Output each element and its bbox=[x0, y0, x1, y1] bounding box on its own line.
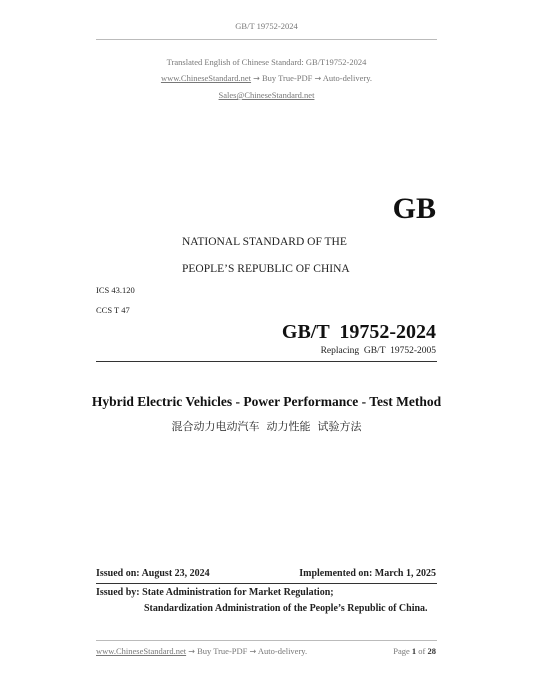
issued-on: Issued on: August 23, 2024 bbox=[96, 568, 210, 579]
footer-rule bbox=[96, 640, 437, 641]
translation-note: Translated English of Chinese Standard: GB/T19752-2024 bbox=[166, 57, 367, 67]
delivery-text: Auto-delivery. bbox=[322, 73, 373, 83]
title-rule bbox=[96, 361, 437, 362]
page-label: Page bbox=[393, 646, 410, 656]
arrow-right-icon: → bbox=[314, 74, 322, 83]
issued-by-2: Standardization Administration of the People’s Republic of China. bbox=[144, 603, 428, 614]
page-number: 1 bbox=[411, 646, 417, 656]
of-label: of bbox=[418, 646, 426, 656]
header-rule bbox=[96, 39, 437, 40]
site-link[interactable]: www.ChineseStandard.net bbox=[160, 73, 252, 83]
implemented-on: Implemented on: March 1, 2025 bbox=[299, 568, 436, 579]
buy-pdf-link[interactable]: Buy True-PDF bbox=[262, 73, 313, 83]
ccs-code: CCS T 47 bbox=[96, 305, 130, 315]
footer-purchase-line bbox=[96, 646, 307, 656]
email-link[interactable]: Sales@ChineseStandard.net bbox=[218, 90, 315, 100]
email-line bbox=[0, 90, 533, 100]
gb-logo: GB bbox=[392, 192, 436, 225]
title-chinese: 混合动力电动汽车 动力性能 试验方法 bbox=[171, 420, 362, 433]
arrow-right-icon: → bbox=[249, 647, 257, 656]
national-line-1: NATIONAL STANDARD OF THE bbox=[182, 236, 347, 248]
issue-rule bbox=[96, 583, 437, 584]
purchase-line bbox=[0, 73, 533, 83]
arrow-right-icon: → bbox=[188, 647, 195, 656]
standard-number: GB/T 19752-2024 bbox=[281, 321, 436, 343]
footer-buy-pdf-link[interactable]: Buy True-PDF bbox=[197, 646, 248, 656]
footer-site-link[interactable]: www.ChineseStandard.net bbox=[96, 646, 187, 656]
page-indicator bbox=[393, 646, 436, 656]
arrow-right-icon: → bbox=[253, 74, 260, 83]
ics-code: ICS 43.120 bbox=[96, 285, 135, 295]
footer-delivery-text: Auto-delivery. bbox=[257, 646, 308, 656]
running-header: GB/T 19752-2024 bbox=[235, 21, 298, 31]
issued-by: Issued by: State Administration for Market Regulation; bbox=[96, 587, 334, 598]
national-line-2: PEOPLE’S REPUBLIC OF CHINA bbox=[182, 263, 350, 275]
page-total: 28 bbox=[427, 646, 436, 656]
replacing-note: Replacing GB/T 19752-2005 bbox=[320, 346, 436, 356]
title-english: Hybrid Electric Vehicles - Power Performance - Test Method bbox=[91, 394, 442, 409]
